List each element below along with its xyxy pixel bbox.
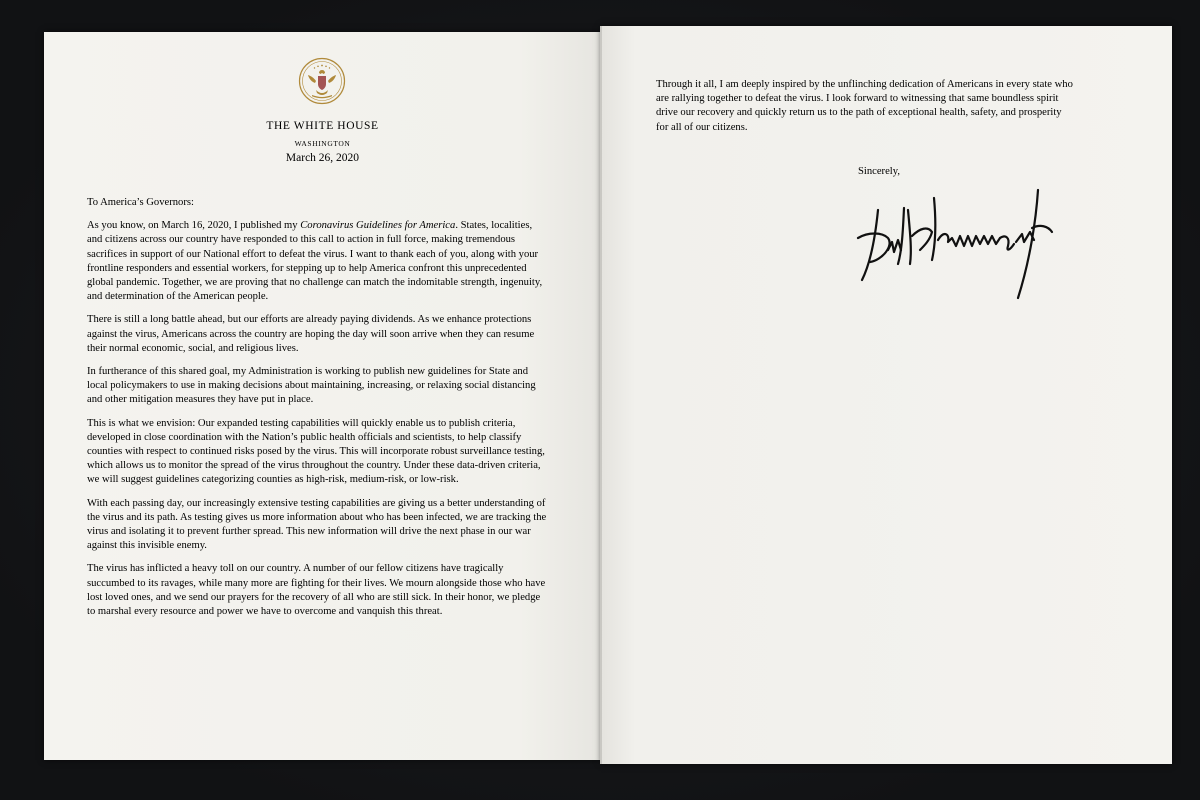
paragraph-5: With each passing day, our increasingly extensive testing capabilities are giving us a better understanding of the virus and its path. As testing gives us more information about who has been infected, we are tracking the virus and isolating it to prevent further spread. This new information will drive the next phase in our war against this invisible enemy.	[87, 497, 547, 552]
paragraph-7: Through it all, I am deeply inspired by the unflinching dedication of Americans in every state who are rallying together to defeat the virus. I look forward to witnessing that same boundless spirit drive our recovery and quickly return us to the path of exceptional health, safety, and prosperity for all of our citizens.	[656, 79, 1073, 133]
handwritten-signature-icon	[848, 180, 1062, 306]
letter-body-page-1	[87, 196, 549, 628]
salutation: To America’s Governors:	[87, 197, 194, 208]
page-gutter	[600, 26, 602, 764]
guidelines-title: Coronavirus Guidelines for America	[300, 220, 456, 232]
paragraph-6: The virus has inflicted a heavy toll on our country. A number of our fellow citizens have tragically succumbed to its ravages, while many more are fighting for their lives. We mourn alongside those who have lost loved ones, and we send our prayers for the recovery of all who are still sick. In their honor, we pledge to marshal every resource and power we have to overcome and vanquish this threat.	[87, 563, 546, 618]
letter-body-page-2	[656, 78, 1076, 135]
letterhead-title: THE WHITE HOUSE	[266, 120, 379, 132]
paragraph-3: In furtherance of this shared goal, my Administration is working to publish new guidelines for State and local policymakers to use in making decisions about maintaining, increasing, or relaxing social distancing and other mitigation measures they have put in place.	[87, 366, 536, 406]
paragraph-4: This is what we envision: Our expanded testing capabilities will quickly enable us to publish criteria, developed in close coordination with the Nation’s public health officials and scientists, to help classify counties with respect to continued risks posed by the virus. This will incorporate robust surveillance testing, which allows us to monitor the spread of the virus throughout the country. Under these data-driven criteria, we will suggest guidelines categorizing counties as high-risk, medium-risk, or low-risk.	[87, 417, 545, 486]
letterhead-location: WASHINGTON	[294, 139, 351, 148]
closing: Sincerely,	[858, 166, 900, 177]
paragraph-2: There is still a long battle ahead, but our efforts are already paying dividends. As we enhance protections against the virus, Americans across the country are hoping the day will soon arrive when they can resume their normal economic, social, and religious lives.	[87, 314, 535, 354]
paragraph-1-text-b: . States, localities, and citizens across our country have responded to this call to action in full force, making tremendous sacrifices in support of our National effort to defeat the virus. I want to thank each of you, along with your frontline responders and essential workers, for stepping up to help America confront this unprecedented global pandemic. Together, we are proving that no challenge can match the indomitable strength, ingenuity, and determination of the American people.	[87, 220, 543, 303]
presidential-seal-icon	[298, 57, 346, 105]
letter-page-2	[601, 26, 1172, 764]
letter-date: March 26, 2020	[285, 152, 360, 164]
paragraph-1	[87, 219, 549, 304]
paragraph-1-text-a: As you know, on March 16, 2020, I published my	[87, 220, 301, 232]
